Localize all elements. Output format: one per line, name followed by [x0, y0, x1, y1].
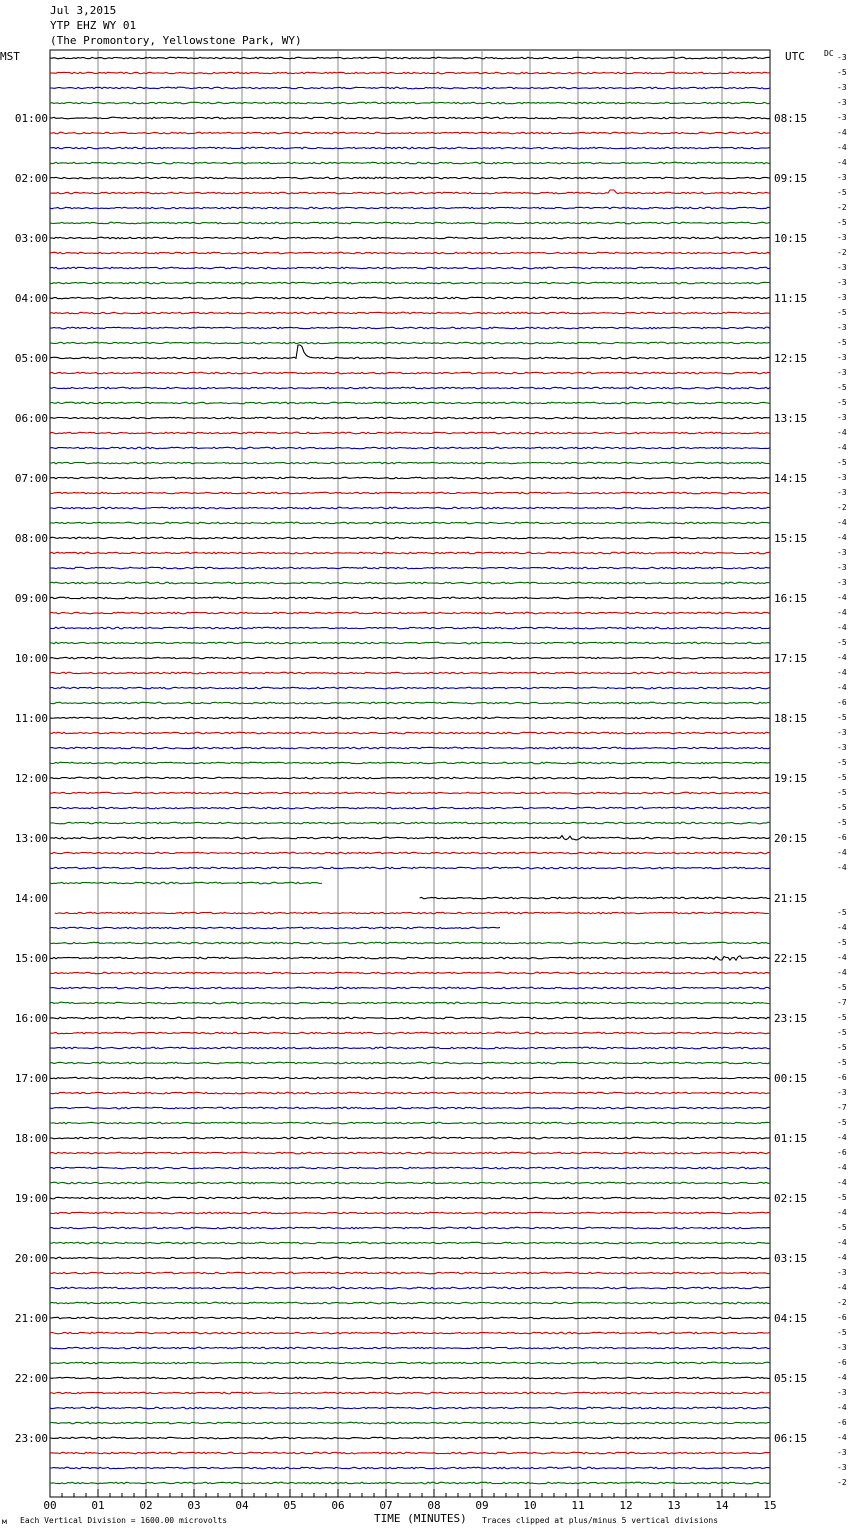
trace-line	[50, 777, 770, 779]
mst-hour-label: 10:00	[14, 652, 48, 665]
utc-hour-label: 04:15	[774, 1312, 808, 1325]
trace-line	[50, 102, 770, 104]
trace-line	[50, 282, 770, 284]
mst-hour-label: 09:00	[14, 592, 48, 605]
trace-line	[50, 942, 770, 944]
trace-line	[50, 87, 770, 89]
dc-offset-label: -5	[837, 1118, 847, 1127]
dc-offset-label: -3	[837, 1088, 847, 1097]
dc-offset-label: -4	[837, 683, 847, 692]
trace-line	[50, 252, 770, 254]
dc-offset-label: -3	[837, 488, 847, 497]
mst-hour-label: 04:00	[14, 292, 48, 305]
x-tick-label: 12	[619, 1499, 633, 1512]
dc-offset-label: -5	[837, 383, 847, 392]
dc-offset-label: -3	[837, 1268, 847, 1277]
utc-hour-label: 23:15	[774, 1012, 808, 1025]
dc-offset-label: -3	[837, 1343, 847, 1352]
mst-hour-label: 21:00	[14, 1312, 48, 1325]
header-station: YTP EHZ WY 01	[50, 19, 137, 32]
trace-line	[50, 537, 770, 539]
trace-line	[50, 1257, 770, 1259]
trace-line	[50, 387, 770, 389]
trace-line	[50, 1167, 770, 1169]
mst-hour-label: 13:00	[14, 832, 48, 845]
dc-offset-label: -4	[837, 428, 847, 437]
dc-offset-label: -3	[837, 113, 847, 122]
dc-offset-label: -5	[837, 758, 847, 767]
dc-offset-label: -3	[837, 173, 847, 182]
trace-line	[50, 1302, 770, 1304]
x-tick-label: 06	[331, 1499, 345, 1512]
dc-offset-label: -2	[837, 203, 847, 212]
dc-offset-label: -6	[837, 1313, 847, 1322]
dc-offset-label: -4	[837, 623, 847, 632]
dc-offset-label: -5	[837, 398, 847, 407]
dc-offset-label: -4	[837, 1163, 847, 1172]
mst-hour-label: 16:00	[14, 1012, 48, 1025]
mst-hour-label: 12:00	[14, 772, 48, 785]
dc-offset-label: -4	[837, 863, 847, 872]
trace-line	[50, 852, 770, 854]
mst-hour-label: 01:00	[14, 112, 48, 125]
dc-offset-label: -6	[837, 1148, 847, 1157]
dc-offset-label: -3	[837, 1388, 847, 1397]
trace-line	[50, 1437, 770, 1439]
dc-offset-label: -3	[837, 578, 847, 587]
trace-line	[50, 1407, 770, 1409]
trace-line	[50, 956, 770, 960]
dc-offset-label: -5	[837, 68, 847, 77]
dc-offset-label: -3	[837, 1448, 847, 1457]
trace-line	[50, 1317, 770, 1319]
trace-line	[50, 1227, 770, 1229]
trace-line	[55, 912, 769, 914]
trace-line	[50, 807, 770, 809]
trace-line	[50, 687, 770, 689]
trace-line	[50, 1137, 770, 1139]
dc-offset-label: -4	[837, 1178, 847, 1187]
mst-hour-label: 11:00	[14, 712, 48, 725]
trace-line	[50, 477, 770, 479]
dc-offset-label: -4	[837, 593, 847, 602]
dc-offset-label: -3	[837, 548, 847, 557]
scale-note: Each Vertical Division = 1600.00 microvolts	[20, 1516, 228, 1525]
utc-hour-label: 14:15	[774, 472, 808, 485]
dc-offset-label: -3	[837, 413, 847, 422]
trace-line	[50, 447, 770, 449]
trace-line	[50, 117, 770, 119]
dc-offset-label: -3	[837, 323, 847, 332]
dc-offset-label: -5	[837, 713, 847, 722]
trace-line	[50, 822, 770, 824]
mst-hour-label: 20:00	[14, 1252, 48, 1265]
x-tick-label: 11	[571, 1499, 585, 1512]
trace-line	[50, 1347, 770, 1349]
mst-hour-label: 18:00	[14, 1132, 48, 1145]
dc-offset-label: -5	[837, 458, 847, 467]
mst-hour-label: 02:00	[14, 172, 48, 185]
trace-line	[50, 867, 770, 869]
dc-offset-label: -3	[837, 473, 847, 482]
mst-hour-label: 15:00	[14, 952, 48, 965]
trace-line	[50, 1002, 770, 1004]
dc-offset-label: -5	[837, 1193, 847, 1202]
trace-line	[50, 612, 770, 614]
trace-line	[50, 147, 770, 149]
dc-offset-label: -3	[837, 368, 847, 377]
dc-offset-label: -6	[837, 1418, 847, 1427]
mst-hour-label: 22:00	[14, 1372, 48, 1385]
trace-line	[50, 567, 770, 569]
trace-line	[50, 1422, 770, 1424]
mst-hour-label: 08:00	[14, 532, 48, 545]
trace-line	[50, 1017, 770, 1019]
trace-line	[50, 1092, 770, 1094]
trace-line	[50, 417, 770, 419]
utc-hour-label: 05:15	[774, 1372, 808, 1385]
trace-line	[50, 597, 770, 599]
trace-line	[50, 1212, 770, 1214]
x-tick-label: 02	[139, 1499, 153, 1512]
dc-label: DC	[824, 49, 834, 58]
dc-offset-label: -7	[837, 1103, 847, 1112]
mst-hour-label: 14:00	[14, 892, 48, 905]
dc-offset-label: -5	[837, 638, 847, 647]
trace-line	[50, 972, 770, 974]
trace-line	[50, 312, 770, 314]
trace-line	[50, 1482, 770, 1484]
dc-offset-label: -5	[837, 1223, 847, 1232]
trace-line	[50, 492, 770, 494]
x-tick-label: 05	[283, 1499, 297, 1512]
dc-offset-label: -4	[837, 953, 847, 962]
dc-offset-label: -4	[837, 143, 847, 152]
dc-offset-label: -6	[837, 1358, 847, 1367]
trace-line	[50, 836, 770, 840]
trace-line	[50, 762, 770, 764]
trace-line	[50, 1452, 770, 1454]
trace-line	[50, 522, 770, 524]
trace-line	[50, 552, 770, 554]
dc-offset-label: -2	[837, 248, 847, 257]
dc-offset-label: -4	[837, 158, 847, 167]
trace-line	[50, 1287, 770, 1289]
dc-offset-label: -4	[837, 668, 847, 677]
trace-line	[50, 732, 770, 734]
x-tick-label: 04	[235, 1499, 249, 1512]
trace-line	[50, 672, 770, 674]
dc-offset-label: -5	[837, 1028, 847, 1037]
dc-offset-label: -3	[837, 233, 847, 242]
dc-offset-label: -5	[837, 1043, 847, 1052]
dc-offset-label: -4	[837, 1433, 847, 1442]
dc-offset-label: -4	[837, 1253, 847, 1262]
dc-offset-label: -5	[837, 803, 847, 812]
dc-offset-label: -3	[837, 353, 847, 362]
trace-line	[50, 342, 770, 344]
dc-offset-label: -2	[837, 1478, 847, 1487]
trace-line	[50, 1032, 770, 1034]
trace-line	[50, 402, 770, 404]
dc-offset-label: -3	[837, 53, 847, 62]
trace-line	[50, 57, 770, 59]
trace-line	[50, 1197, 770, 1199]
utc-hour-label: 13:15	[774, 412, 808, 425]
trace-line	[50, 1362, 770, 1364]
trace-line	[50, 207, 770, 209]
mst-hour-label: 05:00	[14, 352, 48, 365]
dc-offset-label: -4	[837, 608, 847, 617]
x-tick-label: 10	[523, 1499, 537, 1512]
dc-offset-label: -5	[837, 818, 847, 827]
trace-line	[50, 190, 770, 194]
trace-line	[50, 1062, 770, 1064]
trace-line	[50, 642, 770, 644]
dc-offset-label: -5	[837, 218, 847, 227]
dc-offset-label: -5	[837, 308, 847, 317]
trace-line	[50, 162, 770, 164]
dc-offset-label: -6	[837, 698, 847, 707]
dc-offset-label: -2	[837, 503, 847, 512]
utc-hour-label: 12:15	[774, 352, 808, 365]
mst-hour-label: 17:00	[14, 1072, 48, 1085]
dc-offset-label: -7	[837, 998, 847, 1007]
trace-line	[50, 747, 770, 749]
mst-hour-label: 19:00	[14, 1192, 48, 1205]
mst-hour-label: 07:00	[14, 472, 48, 485]
trace-line	[50, 327, 770, 329]
utc-hour-label: 16:15	[774, 592, 808, 605]
dc-offset-label: -4	[837, 968, 847, 977]
trace-line	[50, 1182, 770, 1184]
utc-hour-label: 00:15	[774, 1072, 808, 1085]
trace-line	[50, 72, 770, 74]
dc-offset-label: -5	[837, 1328, 847, 1337]
dc-offset-label: -4	[837, 1133, 847, 1142]
trace-line	[50, 462, 770, 464]
dc-offset-label: -2	[837, 1298, 847, 1307]
trace-line	[50, 132, 770, 134]
utc-hour-label: 17:15	[774, 652, 808, 665]
utc-hour-label: 01:15	[774, 1132, 808, 1145]
x-tick-label: 15	[763, 1499, 777, 1512]
dc-offset-label: -5	[837, 773, 847, 782]
x-tick-label: 01	[91, 1499, 105, 1512]
dc-offset-label: -4	[837, 1373, 847, 1382]
trace-line	[50, 267, 770, 269]
trace-line	[50, 987, 770, 989]
dc-offset-label: -5	[837, 938, 847, 947]
dc-offset-label: -3	[837, 278, 847, 287]
dc-offset-label: -4	[837, 1238, 847, 1247]
utc-hour-label: 03:15	[774, 1252, 808, 1265]
dc-offset-label: -4	[837, 1403, 847, 1412]
x-tick-label: 03	[187, 1499, 201, 1512]
trace-line	[50, 927, 500, 929]
trace-line	[50, 222, 770, 224]
mst-hour-label: 23:00	[14, 1432, 48, 1445]
dc-offset-label: -3	[837, 83, 847, 92]
dc-offset-label: -3	[837, 263, 847, 272]
mst-hour-label: 03:00	[14, 232, 48, 245]
utc-hour-label: 20:15	[774, 832, 808, 845]
trace-line	[50, 1392, 770, 1394]
dc-offset-label: -4	[837, 128, 847, 137]
x-tick-label: 07	[379, 1499, 393, 1512]
x-tick-label: 13	[667, 1499, 681, 1512]
dc-offset-label: -4	[837, 923, 847, 932]
dc-offset-label: -5	[837, 983, 847, 992]
dc-offset-label: -6	[837, 1073, 847, 1082]
trace-line	[50, 237, 770, 239]
trace-line	[50, 1377, 770, 1379]
trace-line	[50, 432, 770, 434]
dc-offset-label: -4	[837, 1283, 847, 1292]
trace-line	[50, 1122, 770, 1124]
dc-offset-label: -4	[837, 518, 847, 527]
trace-line	[50, 627, 770, 629]
trace-line	[50, 1077, 770, 1079]
trace-line	[50, 882, 322, 884]
utc-hour-label: 15:15	[774, 532, 808, 545]
utc-hour-label: 06:15	[774, 1432, 808, 1445]
trace-line	[50, 582, 770, 584]
dc-offset-label: -5	[837, 788, 847, 797]
utc-hour-label: 08:15	[774, 112, 808, 125]
utc-hour-label: 18:15	[774, 712, 808, 725]
utc-hour-label: 09:15	[774, 172, 808, 185]
dc-offset-label: -5	[837, 1013, 847, 1022]
x-tick-label: 00	[43, 1499, 57, 1512]
dc-offset-label: -5	[837, 188, 847, 197]
trace-line	[50, 1047, 770, 1049]
trace-line	[50, 297, 770, 299]
dc-offset-label: -3	[837, 1463, 847, 1472]
trace-line	[50, 657, 770, 659]
dc-offset-label: -3	[837, 728, 847, 737]
header-date: Jul 3,2015	[50, 4, 117, 17]
trace-line	[50, 1107, 770, 1109]
corner-mark: м	[2, 1517, 7, 1526]
dc-offset-label: -3	[837, 98, 847, 107]
right-timezone-label: UTC	[785, 50, 805, 63]
dc-offset-label: -6	[837, 833, 847, 842]
dc-offset-label: -4	[837, 848, 847, 857]
mst-hour-label: 06:00	[14, 412, 48, 425]
dc-offset-label: -3	[837, 293, 847, 302]
trace-line	[50, 1242, 770, 1244]
utc-hour-label: 21:15	[774, 892, 808, 905]
header-location: (The Promontory, Yellowstone Park, WY)	[50, 34, 302, 47]
x-tick-label: 08	[427, 1499, 441, 1512]
left-timezone-label: MST	[0, 50, 20, 63]
clip-note: Traces clipped at plus/minus 5 vertical divisions	[482, 1516, 719, 1525]
x-tick-label: 09	[475, 1499, 489, 1512]
trace-line	[50, 372, 770, 374]
dc-offset-label: -3	[837, 743, 847, 752]
trace-line	[50, 1272, 770, 1274]
trace-line	[50, 507, 770, 509]
dc-offset-label: -4	[837, 443, 847, 452]
utc-hour-label: 02:15	[774, 1192, 808, 1205]
dc-offset-label: -5	[837, 1058, 847, 1067]
dc-offset-label: -3	[837, 563, 847, 572]
trace-line	[50, 1332, 770, 1334]
dc-offset-label: -4	[837, 1208, 847, 1217]
trace-line	[50, 702, 770, 704]
trace-line	[420, 897, 770, 899]
trace-line	[50, 345, 770, 359]
dc-offset-label: -4	[837, 533, 847, 542]
utc-hour-label: 19:15	[774, 772, 808, 785]
trace-line	[50, 792, 770, 794]
utc-hour-label: 10:15	[774, 232, 808, 245]
x-tick-label: 14	[715, 1499, 729, 1512]
utc-hour-label: 22:15	[774, 952, 808, 965]
x-axis-label: TIME (MINUTES)	[374, 1512, 467, 1525]
utc-hour-label: 11:15	[774, 292, 808, 305]
dc-offset-label: -5	[837, 908, 847, 917]
dc-offset-label: -5	[837, 338, 847, 347]
trace-line	[50, 717, 770, 719]
trace-line	[50, 1467, 770, 1469]
dc-offset-label: -4	[837, 653, 847, 662]
trace-line	[50, 177, 770, 179]
trace-line	[50, 1152, 770, 1154]
